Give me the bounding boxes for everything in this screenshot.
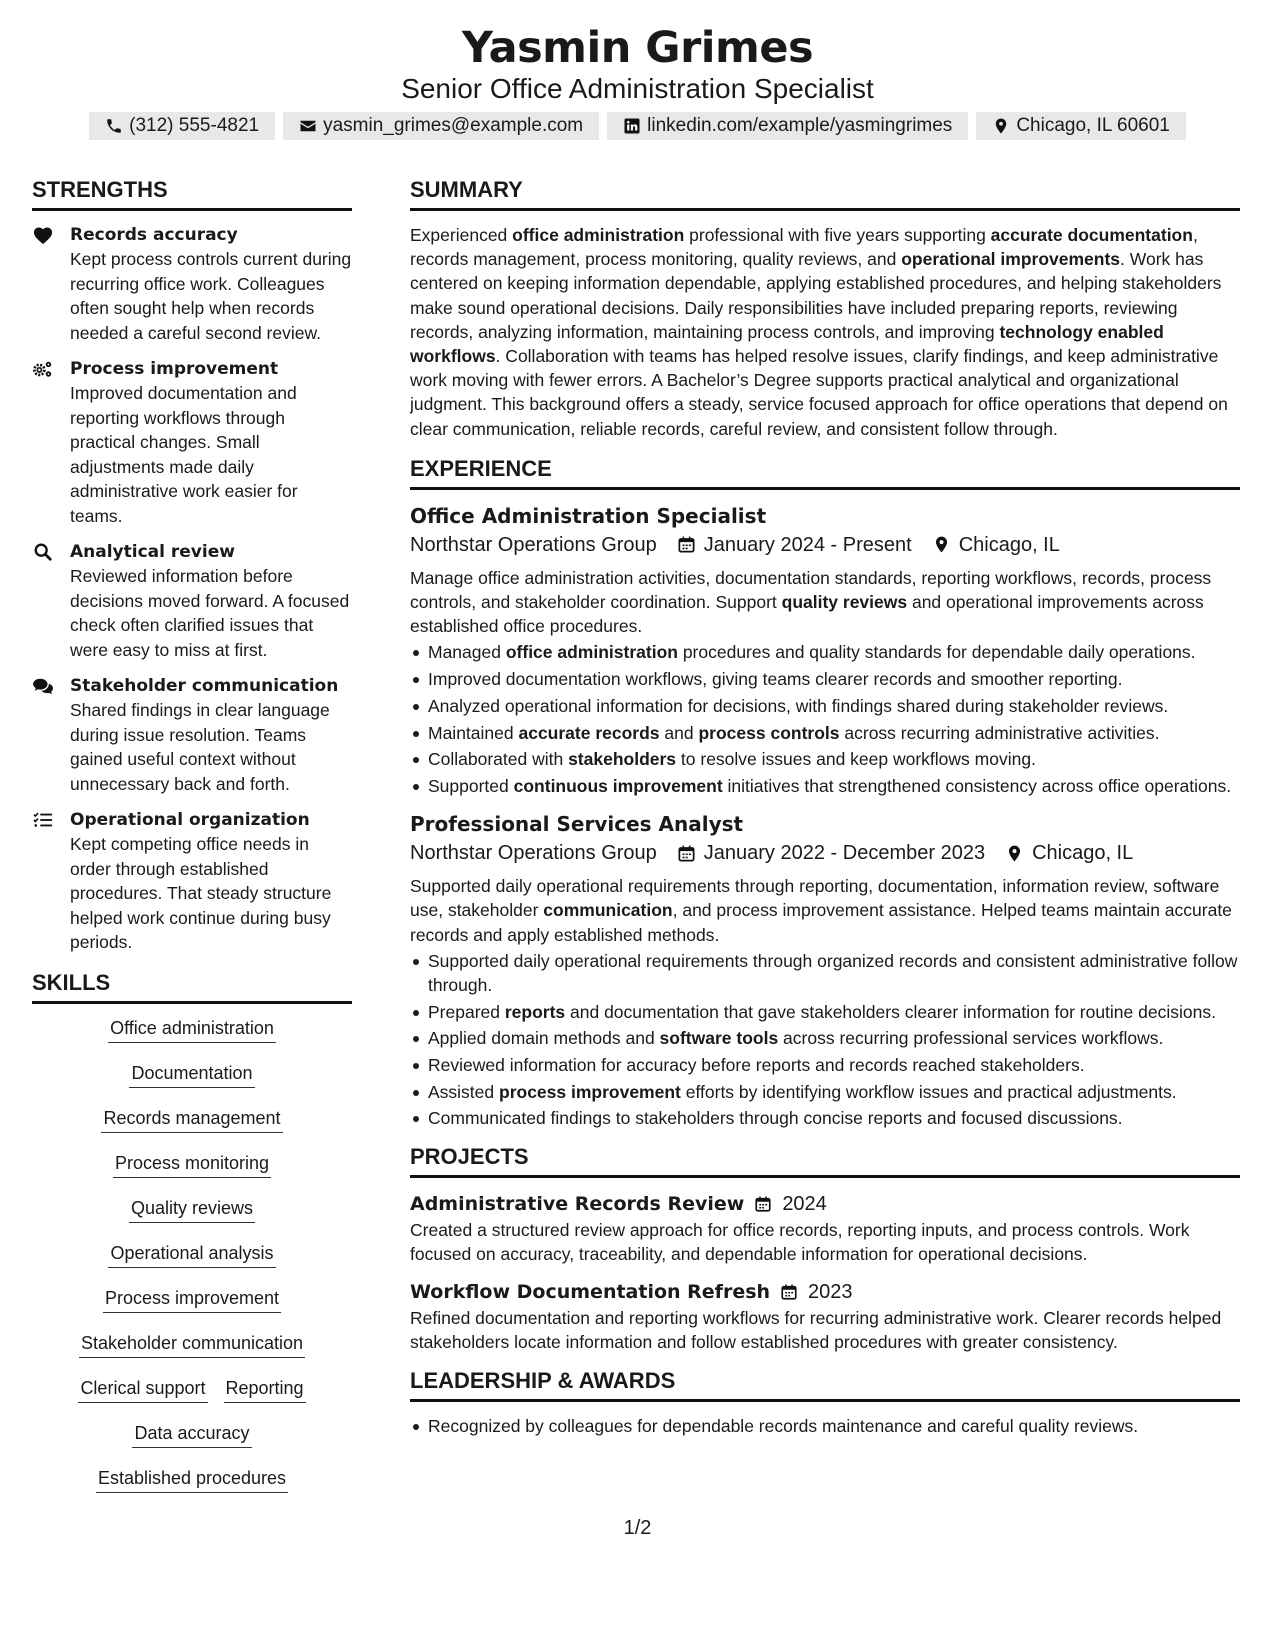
summary-text: Experienced office administration professional with five years supporting accurate documentation, records management, process monitoring, quality reviews, and operational improvements. Work has centered on keeping information dependable, applying established procedures, and helping stakeholders make sound operational decisions. Daily responsibilities have included preparing reports, reviewing records, analyzing information, maintaining process controls, and improving technology enabled workflows. Collaboration with teams has helped resolve issues, clarify findings, and keep administrative work moving with fewer errors. A Bachelor’s Degree supports practical analytical and organizational judgment. This background offers a steady, service focused approach for office operations that depend on clear communication, reliable records, careful review, and consistent follow through. <box>410 225 1228 439</box>
skills-list <box>32 1016 352 1511</box>
job-description: Supported daily operational requirements through reporting, documentation, information review, software use, stakeholder communication, and process improvement assistance. Helped teams maintain accurate records and apply established methods. <box>410 876 1232 945</box>
experience-list <box>410 502 1240 1131</box>
gears-icon <box>32 359 54 379</box>
skill-row <box>32 1466 352 1511</box>
skill-tag: Quality reviews <box>129 1196 255 1223</box>
job-bullet: Analyzed operational information for decisions, with findings shared during stakeholder reviews. <box>410 694 1240 718</box>
strength-text: Kept process controls current during recurring office work. Colleagues often sought help when records needed a careful second review. <box>70 249 352 343</box>
projects-heading: PROJECTS <box>410 1143 1240 1178</box>
project-header <box>410 1190 1240 1218</box>
page-number: 1/2 <box>623 1517 652 1539</box>
strengths-heading: STRENGTHS <box>32 176 352 211</box>
linkedin-text: linkedin.com/example/yasmingrimes <box>647 115 953 136</box>
calendar-icon <box>754 1195 772 1213</box>
strength-title: Process improvement <box>70 359 279 379</box>
calendar-icon <box>677 535 696 554</box>
project-header <box>410 1278 1240 1306</box>
job-bullet: Supported daily operational requirements through organized records and consistent administrative follow through. <box>410 949 1240 997</box>
strength-text: Kept competing office needs in order through established procedures. That steady structure helped work continue during busy periods. <box>70 834 332 952</box>
strength-text: Reviewed information before decisions moved forward. A focused check often clarified issues that were easy to miss at first. <box>70 566 350 660</box>
project-description: Refined documentation and reporting workflows for recurring administrative work. Clearer records helped stakeholders locate information and follow established procedures with greater consistency. <box>410 1308 1222 1353</box>
job-bullet: Applied domain methods and software tools across recurring professional services workflows. <box>410 1026 1240 1050</box>
skill-tag: Stakeholder communication <box>79 1331 305 1358</box>
project-year: 2024 <box>782 1192 827 1215</box>
resume-body <box>32 176 1243 1511</box>
skill-row <box>32 1331 352 1376</box>
job-bullet: Prepared reports and documentation that gave stakeholders clearer information for routine decisions. <box>410 1000 1240 1024</box>
job-location: Chicago, IL <box>1032 842 1134 865</box>
phone-text: (312) 555-4821 <box>129 115 260 136</box>
job-bullet: Assisted process improvement efforts by identifying workflow issues and practical adjustments. <box>410 1080 1240 1104</box>
job-entry <box>410 810 1240 1131</box>
skill-tag: Operational analysis <box>108 1241 275 1268</box>
job-dates: January 2024 - Present <box>703 533 912 556</box>
skill-row <box>32 1376 352 1421</box>
job-bullet: Improved documentation workflows, giving teams clearer records and smoother reporting. <box>410 667 1240 691</box>
contact-phone[interactable] <box>89 112 275 140</box>
phone-icon <box>105 117 123 135</box>
projects-list <box>410 1190 1240 1355</box>
skill-tag: Data accuracy <box>132 1421 251 1448</box>
skill-row <box>32 1106 352 1151</box>
job-location: Chicago, IL <box>958 533 1060 556</box>
strength-item <box>32 357 352 528</box>
strength-title: Stakeholder communication <box>70 676 339 696</box>
job-bullets <box>410 640 1240 798</box>
summary-heading: SUMMARY <box>410 176 1240 211</box>
leadership-list <box>410 1414 1240 1438</box>
skill-row <box>32 1286 352 1331</box>
right-column <box>410 176 1240 1511</box>
job-bullet: Communicated findings to stakeholders through concise reports and focused discussions. <box>410 1106 1240 1130</box>
skill-row <box>32 1421 352 1466</box>
experience-heading: EXPERIENCE <box>410 455 1240 490</box>
leadership-heading: LEADERSHIP & AWARDS <box>410 1367 1240 1402</box>
contact-location <box>976 112 1186 140</box>
linkedin-icon <box>623 117 641 135</box>
job-bullet: Supported continuous improvement initiatives that strengthened consistency across office operations. <box>410 774 1240 798</box>
skill-row <box>32 1196 352 1241</box>
skill-tag: Process improvement <box>103 1286 281 1313</box>
calendar-icon <box>677 844 696 863</box>
project-title: Workflow Documentation Refresh <box>410 1281 771 1304</box>
job-dates: January 2022 - December 2023 <box>703 842 986 865</box>
contact-email[interactable] <box>283 112 599 140</box>
job-entry <box>410 502 1240 798</box>
job-company: Northstar Operations Group <box>410 842 657 865</box>
envelope-icon <box>299 117 317 135</box>
strength-title: Records accuracy <box>70 225 238 245</box>
strength-item <box>32 540 352 662</box>
job-bullet: Reviewed information for accuracy before reports and records reached stakeholders. <box>410 1053 1240 1077</box>
location-pin-icon <box>1005 844 1024 863</box>
leadership-bullet: Recognized by colleagues for dependable records maintenance and careful quality reviews. <box>410 1414 1240 1438</box>
skill-row <box>32 1016 352 1061</box>
resume-header <box>0 0 1275 140</box>
comments-icon <box>32 676 54 696</box>
location-text: Chicago, IL 60601 <box>1016 115 1170 136</box>
candidate-name: Yasmin Grimes <box>461 23 814 73</box>
list-check-icon <box>32 810 54 830</box>
skill-row <box>32 1151 352 1196</box>
skill-tag: Documentation <box>129 1061 254 1088</box>
project-description: Created a structured review approach for office records, reporting inputs, and process controls. Work focused on accuracy, traceability, and dependable information for operational decisions. <box>410 1219 1190 1264</box>
job-description: Manage office administration activities, documentation standards, reporting workflows, records, process controls, and stakeholder coordination. Support quality reviews and operational improvements across established office procedures. <box>410 567 1212 637</box>
project-entry <box>410 1278 1240 1354</box>
search-icon <box>32 542 54 562</box>
calendar-icon <box>780 1283 798 1301</box>
location-pin-icon <box>932 535 951 554</box>
job-bullet: Managed office administration procedures and quality standards for dependable daily operations. <box>410 640 1240 664</box>
contact-linkedin[interactable] <box>607 112 968 140</box>
job-meta <box>410 530 1240 560</box>
job-title: Professional Services Analyst <box>410 812 744 837</box>
skill-row <box>32 1061 352 1106</box>
job-bullet: Maintained accurate records and process controls across recurring administrative activities. <box>410 721 1240 745</box>
job-bullet: Collaborated with stakeholders to resolve issues and keep workflows moving. <box>410 747 1240 771</box>
skill-tag: Office administration <box>108 1016 276 1043</box>
job-meta <box>410 838 1240 868</box>
skill-tag: Established procedures <box>96 1466 288 1493</box>
strength-text: Improved documentation and reporting workflows through practical changes. Small adjustments made daily administrative work easier for teams. <box>70 383 298 526</box>
left-column <box>32 176 352 1511</box>
job-company: Northstar Operations Group <box>410 533 657 556</box>
project-title: Administrative Records Review <box>410 1192 745 1215</box>
strength-text: Shared findings in clear language during issue resolution. Teams gained useful context without unnecessary back and forth. <box>70 700 330 794</box>
strength-title: Operational organization <box>70 810 310 830</box>
candidate-title: Senior Office Administration Specialist <box>401 73 874 104</box>
skill-tag: Process monitoring <box>113 1151 271 1178</box>
skill-tag: Clerical support <box>78 1376 207 1403</box>
strength-item <box>32 808 352 955</box>
project-year: 2023 <box>808 1281 853 1304</box>
contact-bar <box>0 112 1275 140</box>
strength-item <box>32 674 352 796</box>
job-title: Office Administration Specialist <box>410 503 767 528</box>
heart-icon <box>32 225 54 245</box>
skill-row <box>32 1241 352 1286</box>
job-bullets <box>410 949 1240 1131</box>
strength-item <box>32 223 352 345</box>
skills-heading: SKILLS <box>32 969 352 1004</box>
email-text: yasmin_grimes@example.com <box>323 115 584 136</box>
location-pin-icon <box>992 117 1010 135</box>
skill-tag: Reporting <box>224 1376 306 1403</box>
strength-title: Analytical review <box>70 542 235 562</box>
skill-tag: Records management <box>101 1106 282 1133</box>
project-entry <box>410 1190 1240 1266</box>
